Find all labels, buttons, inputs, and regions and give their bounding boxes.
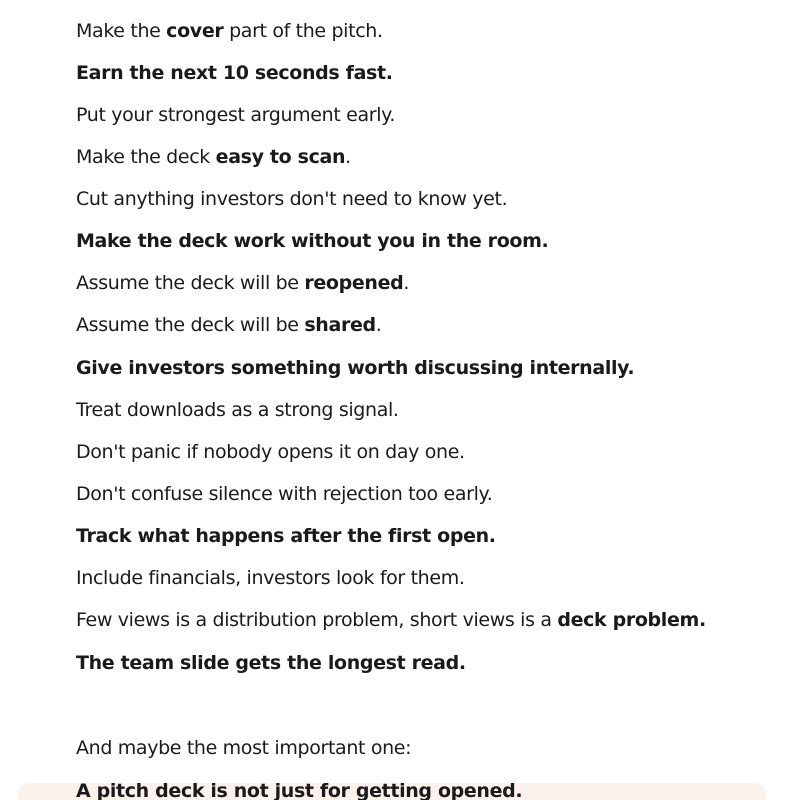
final-line: A pitch deck is not just for getting opened. — [76, 780, 523, 800]
tip-line: Assume the deck will be shared. — [76, 314, 382, 336]
tip-line: Put your strongest argument early. — [76, 104, 396, 126]
tip-line: Few views is a distribution problem, short views is a deck problem. — [76, 609, 706, 631]
tip-line: Include financials, investors look for them. — [76, 567, 465, 589]
tip-line: Track what happens after the first open. — [76, 525, 496, 547]
tip-line: The team slide gets the longest read. — [76, 652, 466, 674]
tip-line: Make the deck work without you in the room. — [76, 230, 549, 252]
tip-line: Cut anything investors don't need to know yet. — [76, 188, 508, 210]
tip-line: Make the cover part of the pitch. — [76, 20, 383, 42]
tip-line: Make the deck easy to scan. — [76, 146, 351, 168]
tip-line: Give investors something worth discussing internally. — [76, 357, 635, 379]
tip-line: Assume the deck will be reopened. — [76, 272, 410, 294]
tip-line: Treat downloads as a strong signal. — [76, 399, 399, 421]
intro-line: And maybe the most important one: — [76, 737, 412, 759]
tip-line: Don't panic if nobody opens it on day one. — [76, 441, 465, 463]
tip-line: Earn the next 10 seconds fast. — [76, 62, 393, 84]
tip-line: Don't confuse silence with rejection too early. — [76, 483, 493, 505]
